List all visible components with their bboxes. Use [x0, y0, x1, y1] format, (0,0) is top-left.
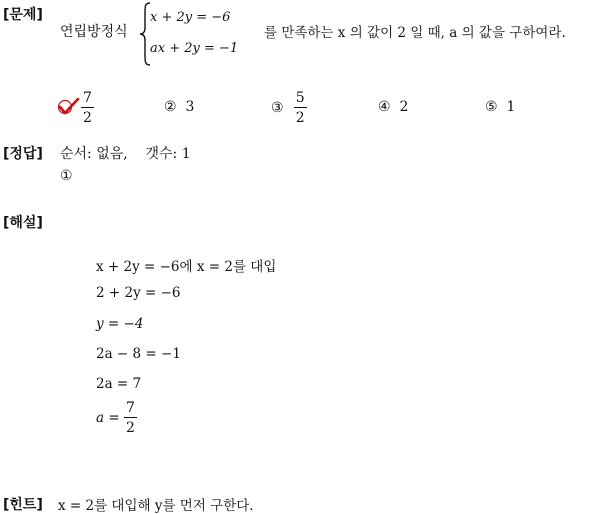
- choice-5-value: 1: [506, 99, 516, 115]
- choice-2-value: 3: [185, 99, 195, 115]
- hint-tag: [힌트]: [3, 497, 43, 513]
- solution-step-2: 2 + 2y = −6: [96, 285, 181, 301]
- choice-3-marker: ③: [271, 100, 284, 116]
- solution-step-4: 2a − 8 = −1: [96, 346, 181, 362]
- choice-4[interactable]: [378, 99, 408, 115]
- choice-1-denominator: 2: [83, 110, 92, 126]
- choice-2-marker: ②: [164, 99, 177, 115]
- choice-3-denominator: 2: [295, 110, 305, 126]
- answer-order-count: 순서: 없음, 갯수: 1: [60, 146, 191, 162]
- choice-2[interactable]: [164, 99, 194, 115]
- choice-1-numerator: 7: [83, 90, 92, 106]
- problem-condition: 를 만족하는 x 의 값이 2 일 때, a 의 값을 구하여라.: [264, 25, 566, 41]
- solution-step-1: x + 2y = −6에 x = 2를 대입: [96, 259, 277, 275]
- solution-step-3: y = −4: [96, 316, 144, 332]
- equation-1: x + 2y = −6: [150, 10, 231, 25]
- solution-step-6: [96, 401, 137, 435]
- solution-step-5: 2a = 7: [96, 376, 142, 392]
- problem-tag: [문제]: [3, 7, 43, 23]
- equation-2: ax + 2y = −1: [150, 41, 239, 56]
- choice-5-marker: ⑤: [485, 99, 498, 115]
- choice-4-value: 2: [399, 99, 409, 115]
- choice-4-marker: ④: [378, 99, 391, 115]
- answer-tag: [정답]: [3, 146, 43, 162]
- choice-3-numerator: 5: [295, 90, 305, 106]
- solution-tag: [해설]: [3, 215, 43, 231]
- choice-3[interactable]: [271, 91, 307, 125]
- solution-step-6-denominator: 2: [125, 420, 135, 436]
- problem-intro: 연립방정식: [60, 24, 128, 40]
- answer-choice: ①: [60, 168, 73, 184]
- hint-text: x = 2를 대입해 y를 먼저 구한다.: [58, 498, 254, 514]
- choice-5[interactable]: [485, 99, 515, 115]
- choice-1-value: [81, 91, 94, 125]
- solution-step-6-lhs: a =: [96, 410, 120, 426]
- solution-step-6-numerator: 7: [125, 400, 135, 416]
- check-icon: [58, 98, 80, 116]
